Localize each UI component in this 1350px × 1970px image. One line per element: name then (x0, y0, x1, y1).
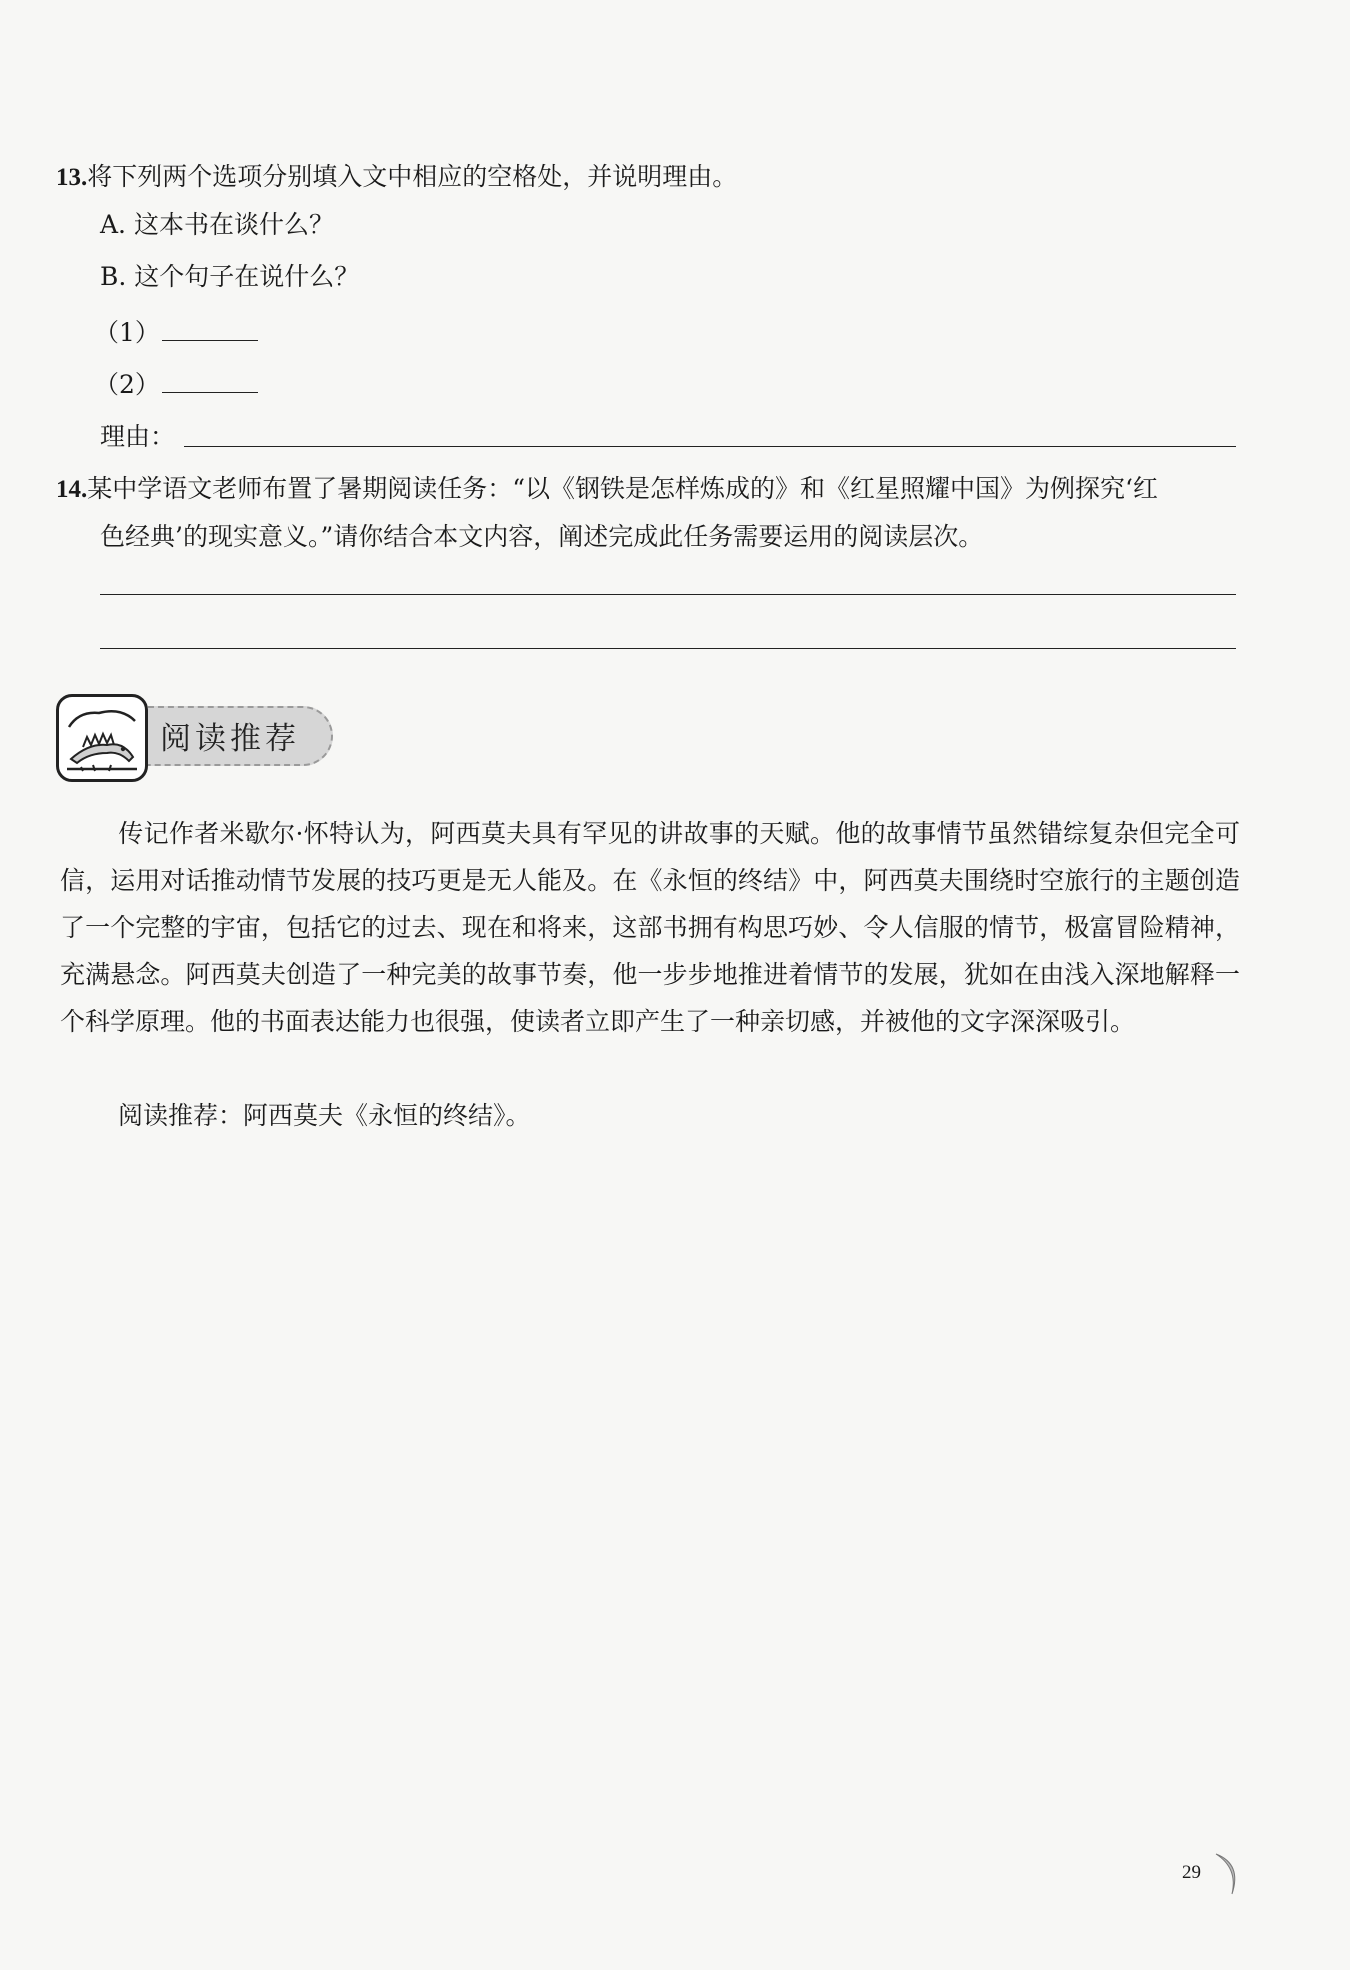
question-prompt: 将下列两个选项分别填入文中相应的空格处，并说明理由。 (87, 162, 738, 191)
blank-underline[interactable] (162, 314, 258, 341)
answer-line-1[interactable] (100, 594, 1236, 595)
section-title-pill (148, 706, 333, 766)
question-number: 14. (56, 476, 88, 503)
recommendation-footer-text: 阅读推荐：阿西莫夫《永恒的终结》。 (118, 1101, 531, 1130)
answer-blank-1[interactable] (94, 314, 258, 350)
option-b: B. 这个句子在说什么？ (100, 262, 360, 291)
section-header-reading-recommendation (56, 690, 341, 788)
recommendation-footer (60, 1092, 1240, 1139)
answer-line-2[interactable] (100, 648, 1236, 649)
recommendation-paragraph (60, 810, 1240, 1045)
blank-label: （1） (94, 318, 160, 347)
reason-label: 理由： (100, 422, 176, 451)
blank-underline[interactable] (162, 366, 258, 393)
option-a: A. 这本书在谈什么？ (100, 210, 334, 239)
recommendation-text: 传记作者米歇尔·怀特认为，阿西莫夫具有罕见的讲故事的天赋。他的故事情节虽然错综复杂但完全可信，运用对话推动情节发展的技巧更是无人能及。在《永恒的终结》中，阿西莫夫围绕时空旅行的主题创造了一个完整的宇宙，包括它的过去、现在和将来，这部书拥有构思巧妙、令人信服的情节，极富冒险精神，充满悬念。阿西莫夫创造了一种完美的故事节奏，他一步步地推进着情节的发展，犹如在由浅入深地解释一个科学原理。他的书面表达能力也很强，使读者立即产生了一种亲切感，并被他的文字深深吸引。 (60, 819, 1240, 1036)
question-14 (56, 472, 1158, 507)
question-14-line2: 色经典’的现实意义。”请你结合本文内容，阐述完成此任务需要运用的阅读层次。 (100, 522, 984, 551)
page-number-text: 29 (1182, 1862, 1201, 1883)
blank-label: （2） (94, 370, 160, 399)
section-title: 阅读推荐 (160, 721, 300, 757)
question-prompt-line1: 某中学语文老师布置了暑期阅读任务：“以《钢铁是怎样炼成的》和《红星照耀中国》为例探究‘红 (87, 474, 1158, 503)
dinosaur-icon (56, 694, 148, 782)
answer-blank-2[interactable] (94, 366, 258, 402)
question-13 (56, 160, 737, 195)
page-number (1172, 1850, 1244, 1898)
reason-answer-line[interactable] (184, 446, 1236, 447)
question-number: 13. (56, 164, 88, 191)
